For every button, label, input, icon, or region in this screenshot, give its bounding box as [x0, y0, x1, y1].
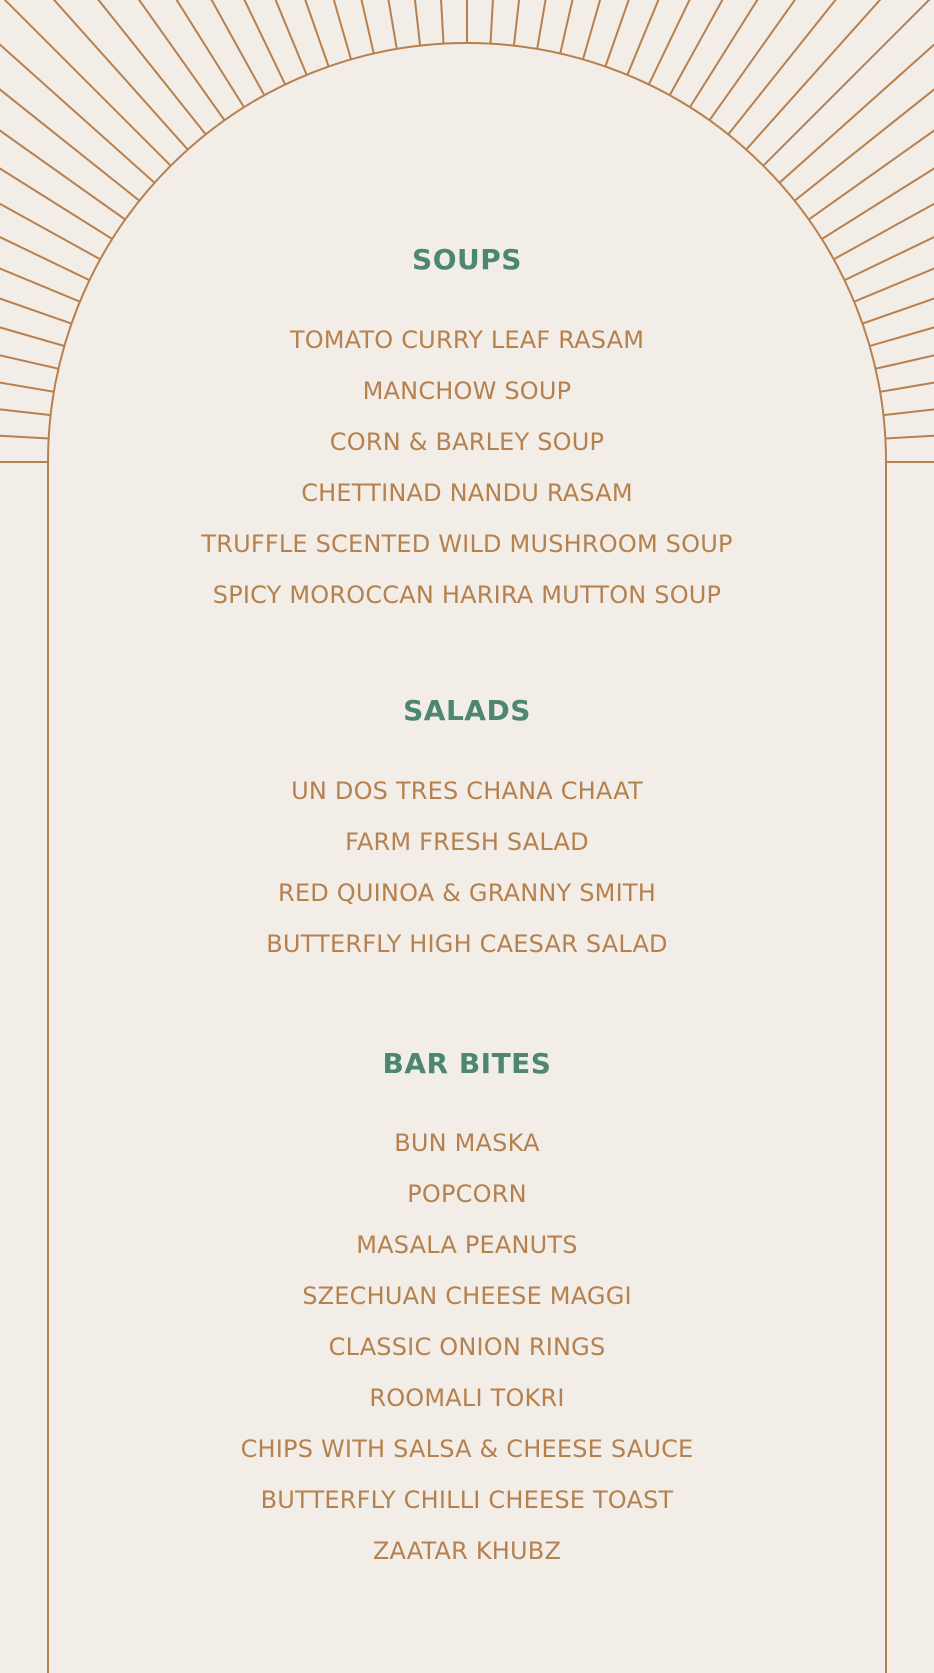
- menu-item: BUTTERFLY CHILLI CHEESE TOAST: [260, 1486, 674, 1514]
- menu-item: FARM FRESH SALAD: [345, 828, 589, 856]
- menu-item: MASALA PEANUTS: [356, 1231, 578, 1259]
- menu-item: TRUFFLE SCENTED WILD MUSHROOM SOUP: [201, 530, 733, 558]
- menu-item: CHETTINAD NANDU RASAM: [301, 479, 633, 507]
- menu-item: SPICY MOROCCAN HARIRA MUTTON SOUP: [212, 581, 722, 609]
- menu-item: CORN & BARLEY SOUP: [329, 428, 605, 456]
- section-title-salads: SALADS: [403, 694, 531, 727]
- menu-item: BUN MASKA: [394, 1129, 540, 1157]
- menu-item: ROOMALI TOKRI: [369, 1384, 565, 1412]
- menu-item: CHIPS WITH SALSA & CHEESE SAUCE: [240, 1435, 694, 1463]
- menu-item: ZAATAR KHUBZ: [372, 1537, 562, 1565]
- menu-item: RED QUINOA & GRANNY SMITH: [278, 879, 656, 907]
- menu-item: TOMATO CURRY LEAF RASAM: [289, 326, 645, 354]
- section-title-bar-bites: BAR BITES: [382, 1047, 552, 1080]
- menu-item: SZECHUAN CHEESE MAGGI: [302, 1282, 632, 1310]
- menu-item: UN DOS TRES CHANA CHAAT: [291, 777, 643, 805]
- menu-item: MANCHOW SOUP: [362, 377, 572, 405]
- menu-item: BUTTERFLY HIGH CAESAR SALAD: [266, 930, 668, 958]
- section-title-soups: SOUPS: [412, 243, 522, 276]
- menu-item: CLASSIC ONION RINGS: [328, 1333, 606, 1361]
- menu-item: POPCORN: [407, 1180, 527, 1208]
